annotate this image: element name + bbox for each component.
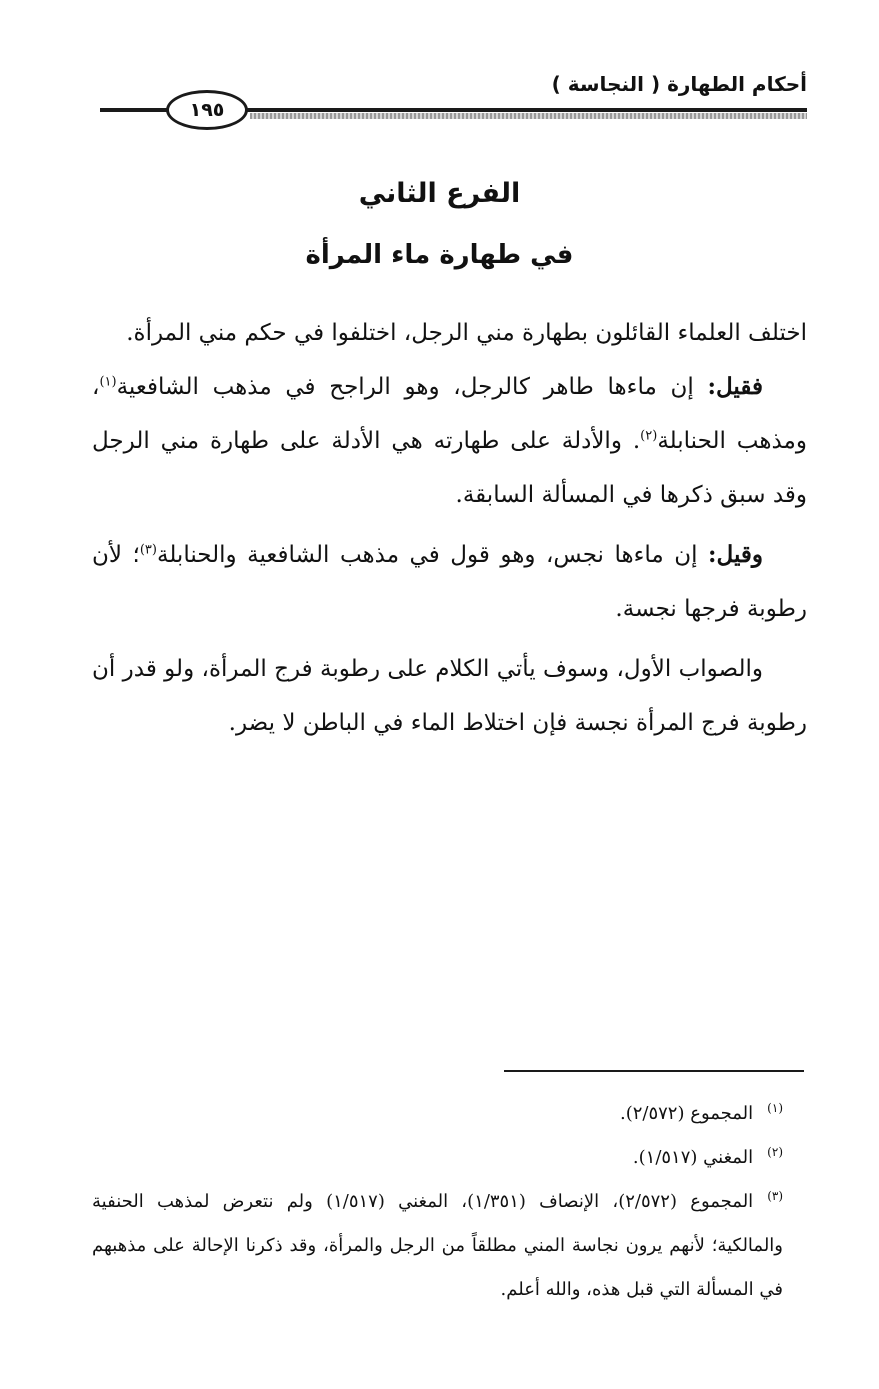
- footnote-3: [92, 1180, 807, 1312]
- subsection-heading: في طهارة ماء المرأة: [305, 240, 574, 270]
- paragraph-2-keyword: فقيل:: [707, 373, 763, 400]
- header-rule-shading: [250, 113, 807, 119]
- paragraph-2-text-b: ، ومذهب الحنابلة: [92, 374, 807, 454]
- paragraph-1: [92, 306, 807, 360]
- footnotes: [92, 1092, 807, 1312]
- paragraph-1-text: اختلف العلماء القائلون بطهارة مني الرجل، اختلفوا في حكم مني المرأة.: [126, 320, 807, 346]
- footnote-1-number: (١): [767, 1101, 783, 1115]
- section-heading: الفرع الثاني: [358, 178, 521, 209]
- footnote-2-text: المغني (١/٥١٧).: [632, 1147, 754, 1168]
- paragraph-3-text-a: إن ماءها نجس، وهو قول في مذهب الشافعية والحنابلة: [156, 542, 709, 568]
- body-text: [92, 306, 807, 750]
- footnote-ref-2[interactable]: (٢): [640, 428, 658, 444]
- paragraph-2-text-c: . والأدلة على طهارته هي الأدلة على طهارة مني الرجل وقد سبق ذكرها في المسألة السابقة.: [92, 428, 807, 508]
- footnote-2-number: (٢): [767, 1145, 783, 1159]
- paragraph-4-text: والصواب الأول، وسوف يأتي الكلام على رطوبة فرج المرأة، ولو قدر أن رطوبة فرج المرأة نجسة فإن اختلاط الماء في الباطن لا يضر.: [92, 656, 807, 736]
- paragraph-2: [92, 360, 807, 522]
- paragraph-3: [92, 528, 807, 636]
- page-number: ١٩٥: [166, 90, 248, 130]
- footnote-3-number: (٣): [767, 1189, 784, 1203]
- paragraph-3-text-b: ؛ لأن رطوبة فرجها نجسة.: [92, 542, 807, 622]
- running-title: أحكام الطهارة ( النجاسة ): [551, 72, 807, 96]
- footnote-ref-1[interactable]: (١): [99, 374, 117, 390]
- footnote-2: [92, 1136, 807, 1180]
- paragraph-3-keyword: وقيل:: [708, 541, 763, 568]
- paragraph-4: [92, 642, 807, 750]
- footnote-1: [92, 1092, 807, 1136]
- footnote-3-text: المجموع (٢/٥٧٢)، الإنصاف (١/٣٥١)، المغني (١/٥١٧) ولم نتعرض لمذهب الحنفية والمالكية؛ لأنهم يرون نجاسة المني مطلقاً من الرجل والمرأة، وقد ذكرنا الإحالة على مذهبهم في المسألة التي قبل هذه، والله أعلم.: [92, 1191, 783, 1300]
- footnote-separator: [504, 1070, 804, 1072]
- footnote-1-text: المجموع (٢/٥٧٢).: [619, 1103, 754, 1124]
- footnote-ref-3[interactable]: (٣): [139, 542, 157, 558]
- paragraph-2-text-a: إن ماءها طاهر كالرجل، وهو الراجح في مذهب الشافعية: [116, 374, 708, 400]
- running-header: [100, 66, 807, 126]
